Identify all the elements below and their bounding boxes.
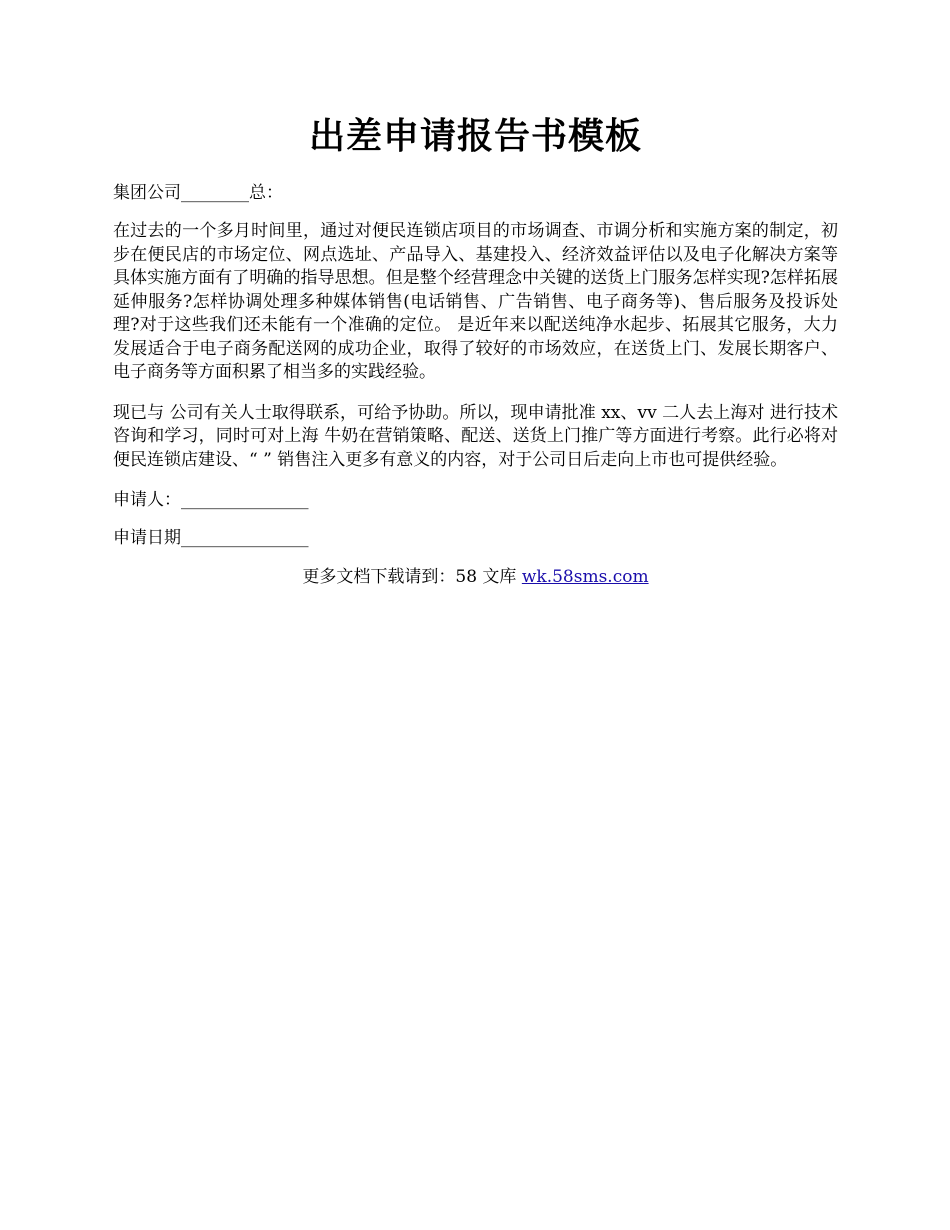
footer-link[interactable]: wk.58sms.com	[521, 567, 649, 587]
body-paragraph-2: 现已与 公司有关人士取得联系，可给予协助。所以，现申请批准 xx、vv 二人去上海对 进行技术咨询和学习，同时可对上海 牛奶在营销策略、配送、送货上门推广等方面进行考察。此行必将对便民连锁店建设、“ ” 销售注入更多有意义的内容，对于公司日后走向上市也可提供经验。	[113, 402, 838, 470]
body-paragraph-1: 在过去的一个多月时间里，通过对便民连锁店项目的市场调查、市调分析和实施方案的制定，初步在便民店的市场定位、网点选址、产品导入、基建投入、经济效益评估以及电子化解决方案等具体实施方面有了明确的指导思想。但是整个经营理念中关键的送货上门服务怎样实现?怎样拓展延伸服务?怎样协调处理多种媒体销售(电话销售、广告销售、电子商务等)、售后服务及投诉处理?对于这些我们还未能有一个准确的定位。 是近年来以配送纯净水起步、拓展其它服务，大力发展适合于电子商务配送网的成功企业，取得了较好的市场效应，在送货上门、发展长期客户、电子商务等方面积累了相当多的实践经验。	[113, 221, 838, 382]
document-title: 出差申请报告书模板	[308, 115, 642, 157]
footer-download-note	[113, 565, 838, 589]
footer-prefix: 更多文档下载请到：58 文库	[302, 567, 522, 587]
salutation: 集团公司________总：	[113, 183, 283, 203]
applicant-line: 申请人：_______________	[113, 490, 309, 510]
date-line: 申请日期_______________	[113, 528, 309, 548]
